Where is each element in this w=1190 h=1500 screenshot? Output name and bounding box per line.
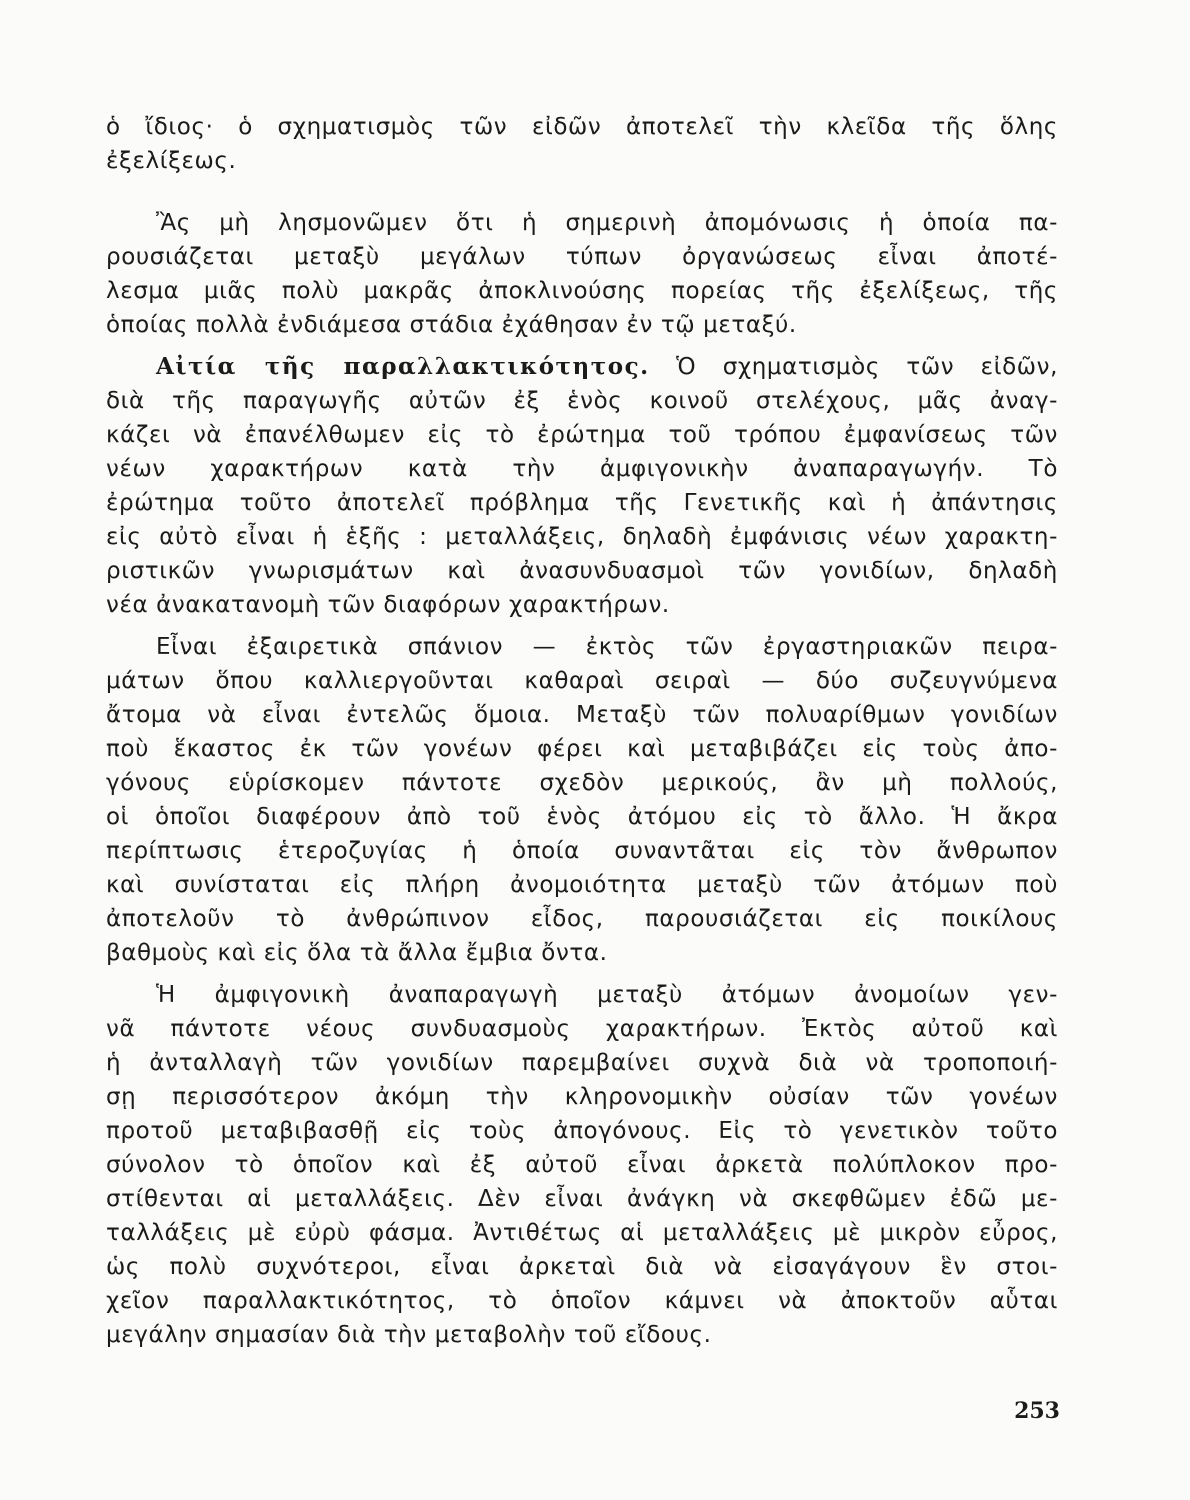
section-heading: Αἰτία τῆς παραλλακτικότητος. (156, 353, 650, 380)
text-line: ἡ ἀνταλλαγὴ τῶν γονιδίων παρεμβαίνει συχνὰ διὰ νὰ τροποποιή- (106, 1050, 1058, 1076)
text-line: ὡς πολὺ συχνότεροι, εἶναι ἀρκεταὶ διὰ νὰ εἰσαγάγουν ἓν στοι- (106, 1254, 1058, 1280)
text-line: ἀποτελοῦν τὸ ἀνθρώπινον εἶδος, παρουσιάζεται εἰς ποικίλους (106, 906, 1058, 932)
text-line: νᾶ πάντοτε νέους συνδυασμοὺς χαρακτήρων. Ἐκτὸς αὐτοῦ καὶ (106, 1016, 1058, 1042)
text-line: μεγάλην σημασίαν διὰ τὴν μεταβολὴν τοῦ εἴδους. (106, 1322, 712, 1348)
text-line: νέων χαρακτήρων κατὰ τὴν ἀμφιγονικὴν ἀναπαραγωγήν. Τὸ (106, 456, 1058, 482)
text-line: ταλλάξεις μὲ εὐρὺ φάσμα. Ἀντιθέτως αἱ μεταλλάξεις μὲ μικρὸν εὖρος, (106, 1220, 1058, 1246)
text-line: χεῖον παραλλακτικότητος, τὸ ὁποῖον κάμνει νὰ ἀποκτοῦν αὗται (106, 1288, 1058, 1314)
text-line: προτοῦ μεταβιβασθῇ εἰς τοὺς ἀπογόνους. Εἰς τὸ γενετικὸν τοῦτο (106, 1118, 1058, 1144)
text-line: στίθενται αἱ μεταλλάξεις. Δὲν εἶναι ἀνάγκη νὰ σκεφθῶμεν ἐδῶ με- (106, 1186, 1058, 1212)
text-line: σύνολον τὸ ὁποῖον καὶ ἐξ αὐτοῦ εἶναι ἀρκετὰ πολύπλοκον προ- (106, 1152, 1058, 1178)
text-fragment: Ὁ σχηματισμὸς τῶν εἰδῶν, (676, 354, 1058, 380)
text-line: ρουσιάζεται μεταξὺ μεγάλων τύπων ὀργανώσεως εἶναι ἀποτέ- (106, 244, 1058, 270)
text-line: μάτων ὅπου καλλιεργοῦνται καθαραὶ σειραὶ — δύο συζευγνύμενα (106, 668, 1058, 694)
text-line: λεσμα μιᾶς πολὺ μακρᾶς ἀποκλινούσης πορείας τῆς ἐξελίξεως, τῆς (106, 278, 1058, 304)
text-line: ἄτομα νὰ εἶναι ἐντελῶς ὅμοια. Μεταξὺ τῶν πολυαρίθμων γονιδίων (106, 702, 1058, 728)
text-line: εἰς αὐτὸ εἶναι ἡ ἑξῆς : μεταλλάξεις, δηλαδὴ ἐμφάνισις νέων χαρακτη- (106, 524, 1058, 550)
page-number: 253 (1014, 1398, 1060, 1424)
text-line: ἐξελίξεως. (106, 148, 237, 174)
text-line: ἐρώτημα τοῦτο ἀποτελεῖ πρόβλημα τῆς Γενετικῆς καὶ ἡ ἀπάντησις (106, 490, 1058, 516)
paragraph-1 (106, 110, 1058, 178)
text-line (106, 350, 1058, 384)
text-line: ὁ ἴδιος· ὁ σχηματισμὸς τῶν εἰδῶν ἀποτελεῖ τὴν κλεῖδα τῆς ὅλης (106, 114, 1058, 140)
text-line: σῃ περισσότερον ἀκόμη τὴν κληρονομικὴν οὐσίαν τῶν γονέων (106, 1084, 1058, 1110)
paragraph-2 (106, 206, 1058, 342)
text-line: καὶ συνίσταται εἰς πλήρη ἀνομοιότητα μεταξὺ τῶν ἀτόμων ποὺ (106, 872, 1058, 898)
text-line: ποὺ ἕκαστος ἐκ τῶν γονέων φέρει καὶ μεταβιβάζει εἰς τοὺς ἀπο- (106, 736, 1058, 762)
text-line: κάζει νὰ ἐπανέλθωμεν εἰς τὸ ἐρώτημα τοῦ τρόπου ἐμφανίσεως τῶν (106, 422, 1058, 448)
paragraph-5 (106, 978, 1058, 1352)
text-line: Ἂς μὴ λησμονῶμεν ὅτι ἡ σημερινὴ ἀπομόνωσις ἡ ὁποία πα- (156, 210, 1058, 236)
text-line: ριστικῶν γνωρισμάτων καὶ ἀνασυνδυασμοὶ τῶν γονιδίων, δηλαδὴ (106, 558, 1058, 584)
text-line: οἱ ὁποῖοι διαφέρουν ἀπὸ τοῦ ἑνὸς ἀτόμου εἰς τὸ ἄλλο. Ἡ ἄκρα (106, 804, 1058, 830)
text-line: νέα ἀνακατανομὴ τῶν διαφόρων χαρακτήρων. (106, 592, 670, 618)
text-line: Ἡ ἀμφιγονικὴ ἀναπαραγωγὴ μεταξὺ ἀτόμων ἀνομοίων γεν- (156, 982, 1058, 1008)
text-line: Εἶναι ἐξαιρετικὰ σπάνιον — ἐκτὸς τῶν ἐργαστηριακῶν πειρα- (156, 634, 1058, 660)
text-line: βαθμοὺς καὶ εἰς ὅλα τὰ ἄλλα ἔμβια ὄντα. (106, 940, 608, 966)
text-line: ὁποίας πολλὰ ἐνδιάμεσα στάδια ἐχάθησαν ἐν τῷ μεταξύ. (106, 312, 797, 338)
text-line: γόνους εὑρίσκομεν πάντοτε σχεδὸν μερικούς, ἂν μὴ πολλούς, (106, 770, 1058, 796)
paragraph-4 (106, 630, 1058, 970)
paragraph-3 (106, 350, 1058, 622)
body-text (106, 110, 1058, 1352)
text-line: διὰ τῆς παραγωγῆς αὐτῶν ἐξ ἑνὸς κοινοῦ στελέχους, μᾶς ἀναγ- (106, 388, 1058, 414)
text-line: περίπτωσις ἑτεροζυγίας ἡ ὁποία συναντᾶται εἰς τὸν ἄνθρωπον (106, 838, 1058, 864)
